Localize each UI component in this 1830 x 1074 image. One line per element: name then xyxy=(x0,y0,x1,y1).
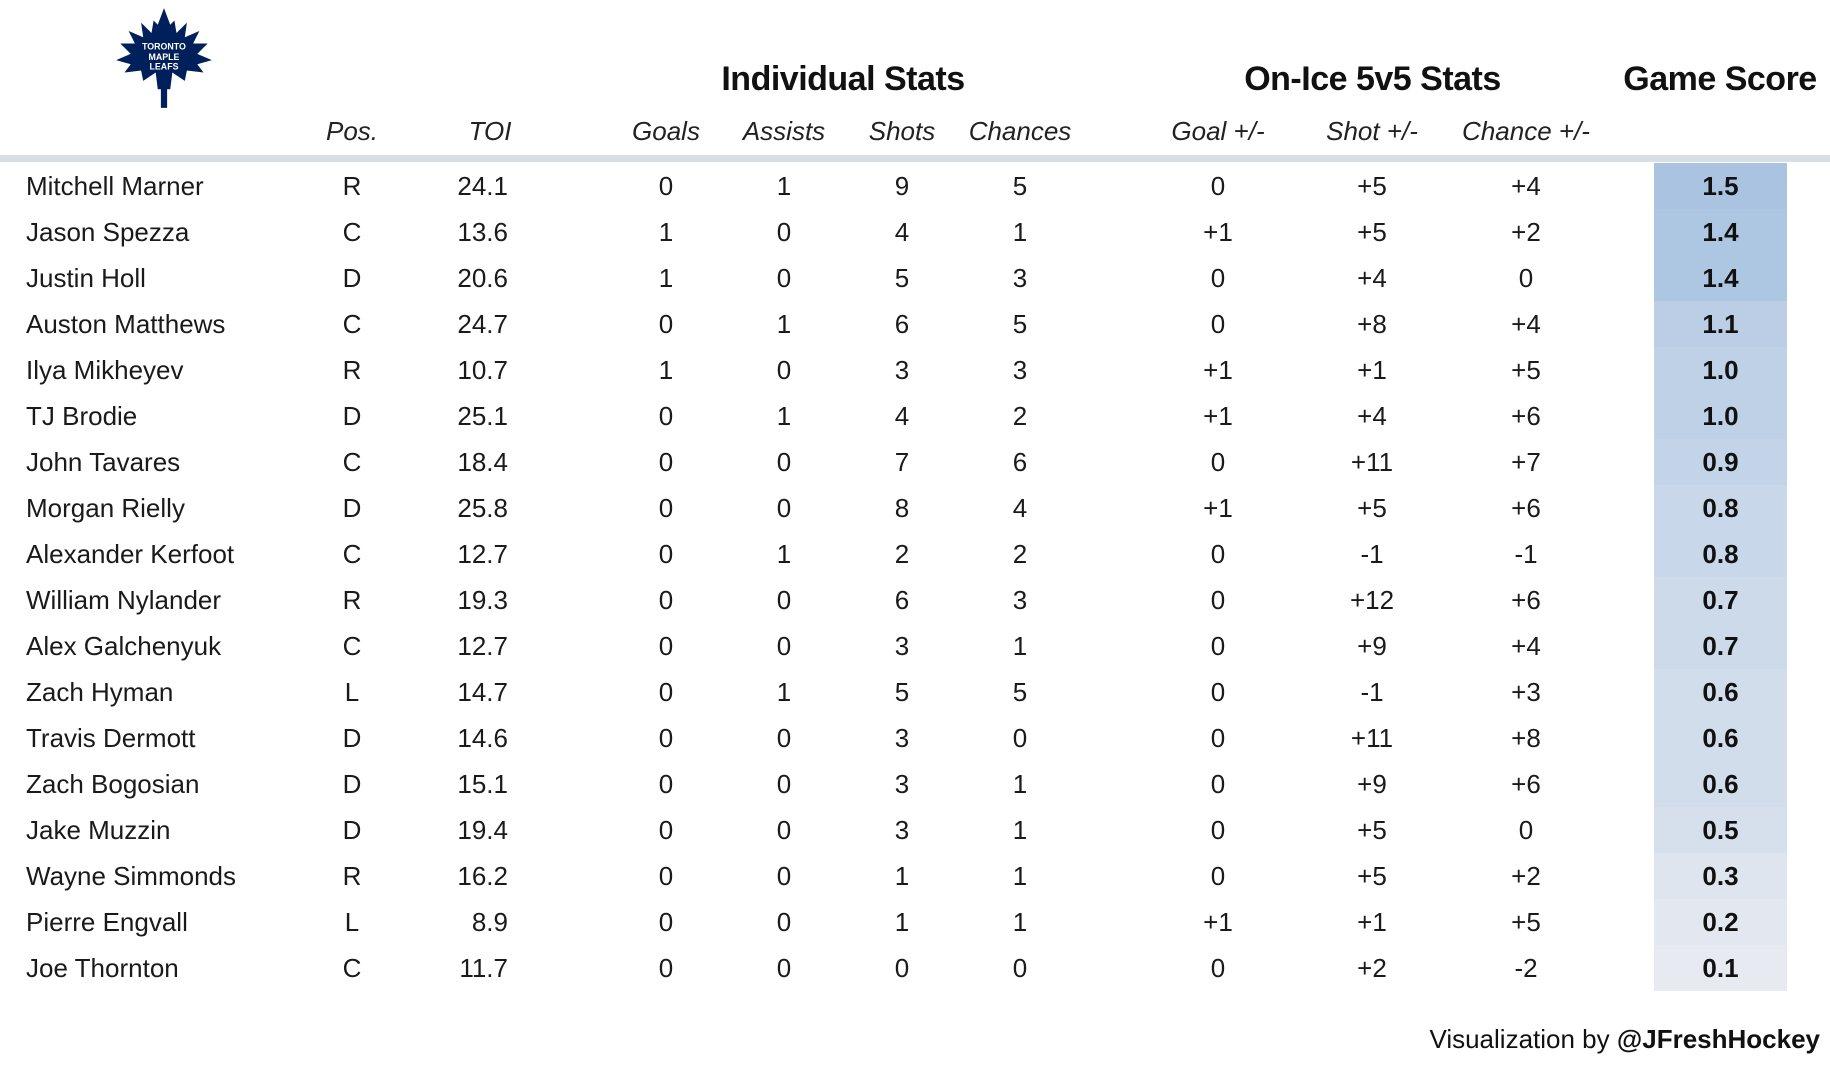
cell-pos: D xyxy=(342,401,362,431)
game-score-cell: 1.0 xyxy=(1654,347,1787,393)
cell-goals: 0 xyxy=(658,171,674,201)
cell-assists: 0 xyxy=(776,723,792,753)
cell-goals: 0 xyxy=(658,539,674,569)
cell-chances: 2 xyxy=(1012,401,1028,431)
cell-goal-pm: +1 xyxy=(1203,401,1233,431)
cell-chances: 4 xyxy=(1012,493,1028,523)
cell-assists: 0 xyxy=(776,263,792,293)
cell-chance-pm: 0 xyxy=(1518,263,1534,293)
player-name: TJ Brodie xyxy=(26,401,138,431)
cell-chance-pm: +6 xyxy=(1511,585,1541,615)
cell-shot-pm: +1 xyxy=(1357,907,1387,937)
col-head-shots: Shots xyxy=(868,116,936,146)
cell-shot-pm: -1 xyxy=(1360,539,1384,569)
cell-assists: 1 xyxy=(776,309,792,339)
cell-shots: 1 xyxy=(894,861,910,891)
col-head-toi: TOI xyxy=(468,116,512,146)
cell-goals: 0 xyxy=(658,677,674,707)
game-score-cell: 0.6 xyxy=(1654,715,1787,761)
cell-shots: 6 xyxy=(894,585,910,615)
cell-goal-pm: +1 xyxy=(1203,907,1233,937)
cell-goal-pm: +1 xyxy=(1203,355,1233,385)
logo-text-1: TORONTO xyxy=(142,41,186,52)
cell-shots: 9 xyxy=(894,171,910,201)
cell-shot-pm: +4 xyxy=(1357,401,1387,431)
table-row xyxy=(0,899,1830,945)
player-name: Zach Bogosian xyxy=(26,769,200,799)
cell-pos: D xyxy=(342,769,362,799)
col-head-chance-pm: Chance +/- xyxy=(1462,116,1590,146)
cell-goals: 0 xyxy=(658,861,674,891)
player-name: John Tavares xyxy=(26,447,181,477)
cell-shots: 5 xyxy=(894,677,910,707)
cell-shots: 3 xyxy=(894,769,910,799)
table-row xyxy=(0,807,1830,853)
cell-toi: 10.7 xyxy=(457,355,508,385)
credit-line xyxy=(1429,1024,1820,1055)
cell-toi: 18.4 xyxy=(457,447,508,477)
cell-shot-pm: +5 xyxy=(1357,171,1387,201)
cell-shot-pm: +2 xyxy=(1357,953,1387,983)
cell-pos: D xyxy=(342,723,362,753)
header-divider xyxy=(0,155,1830,162)
cell-pos: C xyxy=(342,217,362,247)
cell-toi: 12.7 xyxy=(457,631,508,661)
cell-assists: 1 xyxy=(776,677,792,707)
cell-pos: D xyxy=(342,263,362,293)
cell-assists: 1 xyxy=(776,539,792,569)
game-score-cell: 0.7 xyxy=(1654,577,1787,623)
cell-goal-pm: +1 xyxy=(1203,217,1233,247)
cell-shots: 0 xyxy=(894,953,910,983)
player-name: Jason Spezza xyxy=(26,217,190,247)
cell-toi: 25.1 xyxy=(457,401,508,431)
cell-pos: L xyxy=(344,677,360,707)
cell-chances: 5 xyxy=(1012,171,1028,201)
cell-shot-pm: +5 xyxy=(1357,815,1387,845)
cell-assists: 0 xyxy=(776,815,792,845)
cell-assists: 0 xyxy=(776,861,792,891)
player-name: William Nylander xyxy=(26,585,222,615)
cell-shot-pm: +9 xyxy=(1357,631,1387,661)
game-score-cell: 1.4 xyxy=(1654,255,1787,301)
cell-shot-pm: +12 xyxy=(1349,585,1395,615)
cell-chances: 3 xyxy=(1012,355,1028,385)
cell-toi: 14.6 xyxy=(457,723,508,753)
table-row xyxy=(0,393,1830,439)
game-score-cell: 1.4 xyxy=(1654,209,1787,255)
individual-stats-title: Individual Stats xyxy=(721,60,965,98)
cell-chances: 3 xyxy=(1012,585,1028,615)
cell-chance-pm: +8 xyxy=(1511,723,1541,753)
cell-assists: 0 xyxy=(776,217,792,247)
cell-assists: 1 xyxy=(776,171,792,201)
game-score-cell: 0.6 xyxy=(1654,669,1787,715)
table-row xyxy=(0,439,1830,485)
cell-pos: C xyxy=(342,953,362,983)
cell-goals: 0 xyxy=(658,493,674,523)
table-row xyxy=(0,347,1830,393)
cell-chances: 0 xyxy=(1012,953,1028,983)
cell-shot-pm: +11 xyxy=(1350,447,1394,477)
game-score-cell: 0.1 xyxy=(1654,945,1787,991)
cell-toi: 14.7 xyxy=(457,677,508,707)
player-name: Morgan Rielly xyxy=(26,493,185,523)
cell-toi: 15.1 xyxy=(457,769,508,799)
table-row xyxy=(0,301,1830,347)
cell-goals: 1 xyxy=(658,217,674,247)
cell-chances: 0 xyxy=(1012,723,1028,753)
game-score-cell: 0.9 xyxy=(1654,439,1787,485)
cell-chance-pm: +2 xyxy=(1511,861,1541,891)
cell-pos: R xyxy=(342,171,362,201)
col-head-shot-pm: Shot +/- xyxy=(1326,116,1418,146)
cell-goals: 0 xyxy=(658,953,674,983)
table-row xyxy=(0,761,1830,807)
cell-goal-pm: 0 xyxy=(1210,539,1226,569)
player-name: Justin Holl xyxy=(26,263,146,293)
table-row xyxy=(0,255,1830,301)
game-score-cell: 0.2 xyxy=(1654,899,1787,945)
cell-assists: 1 xyxy=(776,401,792,431)
cell-pos: R xyxy=(342,585,362,615)
cell-toi: 24.1 xyxy=(457,171,508,201)
cell-toi: 13.6 xyxy=(457,217,508,247)
player-name: Mitchell Marner xyxy=(26,171,204,201)
cell-chance-pm: -1 xyxy=(1514,539,1538,569)
col-head-goals: Goals xyxy=(632,116,700,146)
cell-chances: 5 xyxy=(1012,309,1028,339)
cell-pos: D xyxy=(342,815,362,845)
cell-chance-pm: +6 xyxy=(1511,769,1541,799)
game-score-cell: 0.5 xyxy=(1654,807,1787,853)
cell-shots: 8 xyxy=(894,493,910,523)
cell-toi: 8.9 xyxy=(471,907,508,937)
game-score-cell: 0.8 xyxy=(1654,531,1787,577)
cell-toi: 11.7 xyxy=(459,953,508,983)
cell-goal-pm: 0 xyxy=(1210,815,1226,845)
cell-shots: 4 xyxy=(894,401,910,431)
cell-goals: 0 xyxy=(658,769,674,799)
credit-handle: @JFreshHockey xyxy=(1616,1024,1820,1054)
cell-pos: C xyxy=(342,309,362,339)
cell-goal-pm: 0 xyxy=(1210,677,1226,707)
cell-goal-pm: 0 xyxy=(1210,769,1226,799)
cell-chance-pm: +4 xyxy=(1511,171,1541,201)
cell-goal-pm: 0 xyxy=(1210,631,1226,661)
cell-pos: R xyxy=(342,355,362,385)
cell-chances: 1 xyxy=(1012,769,1028,799)
cell-toi: 25.8 xyxy=(457,493,508,523)
cell-shot-pm: +5 xyxy=(1357,217,1387,247)
cell-chance-pm: +2 xyxy=(1511,217,1541,247)
cell-shot-pm: +4 xyxy=(1357,263,1387,293)
game-score-cell: 1.5 xyxy=(1654,163,1787,209)
col-head-goal-pm: Goal +/- xyxy=(1171,116,1265,146)
cell-shots: 3 xyxy=(894,631,910,661)
cell-shots: 2 xyxy=(894,539,910,569)
cell-pos: L xyxy=(344,907,360,937)
cell-toi: 16.2 xyxy=(457,861,508,891)
col-head-chances: Chances xyxy=(968,116,1072,146)
cell-goal-pm: 0 xyxy=(1210,447,1226,477)
cell-toi: 12.7 xyxy=(457,539,508,569)
cell-chance-pm: 0 xyxy=(1518,815,1534,845)
cell-goal-pm: 0 xyxy=(1210,263,1226,293)
credit-prefix: Visualization by xyxy=(1429,1024,1617,1054)
cell-assists: 0 xyxy=(776,447,792,477)
cell-goal-pm: 0 xyxy=(1210,861,1226,891)
cell-assists: 0 xyxy=(776,355,792,385)
player-name: Pierre Engvall xyxy=(26,907,188,937)
cell-shot-pm: +1 xyxy=(1357,355,1387,385)
cell-pos: C xyxy=(342,539,362,569)
cell-shots: 5 xyxy=(894,263,910,293)
cell-shot-pm: +9 xyxy=(1357,769,1387,799)
cell-chance-pm: +6 xyxy=(1511,401,1541,431)
table-row xyxy=(0,623,1830,669)
cell-shot-pm: +11 xyxy=(1350,723,1394,753)
cell-assists: 0 xyxy=(776,585,792,615)
cell-goals: 0 xyxy=(658,585,674,615)
cell-assists: 0 xyxy=(776,953,792,983)
cell-shots: 6 xyxy=(894,309,910,339)
game-score-cell: 0.7 xyxy=(1654,623,1787,669)
cell-chances: 1 xyxy=(1012,907,1028,937)
table-row xyxy=(0,577,1830,623)
cell-shots: 7 xyxy=(894,447,910,477)
player-name: Joe Thornton xyxy=(26,953,179,983)
cell-toi: 19.3 xyxy=(457,585,508,615)
cell-goals: 1 xyxy=(658,355,674,385)
cell-goals: 0 xyxy=(658,723,674,753)
game-score-cell: 1.0 xyxy=(1654,393,1787,439)
cell-shot-pm: -1 xyxy=(1360,677,1384,707)
cell-shot-pm: +5 xyxy=(1357,493,1387,523)
player-name: Travis Dermott xyxy=(26,723,196,753)
cell-goals: 0 xyxy=(658,309,674,339)
table-row xyxy=(0,209,1830,255)
cell-chances: 1 xyxy=(1012,861,1028,891)
cell-chance-pm: +5 xyxy=(1511,355,1541,385)
cell-assists: 0 xyxy=(776,907,792,937)
cell-toi: 24.7 xyxy=(457,309,508,339)
cell-chance-pm: +4 xyxy=(1511,309,1541,339)
player-name: Alexander Kerfoot xyxy=(26,539,235,569)
cell-goals: 0 xyxy=(658,907,674,937)
cell-assists: 0 xyxy=(776,493,792,523)
cell-goals: 0 xyxy=(658,447,674,477)
cell-shots: 3 xyxy=(894,723,910,753)
cell-chances: 2 xyxy=(1012,539,1028,569)
table-row xyxy=(0,853,1830,899)
cell-goals: 0 xyxy=(658,815,674,845)
table-row xyxy=(0,715,1830,761)
table-row xyxy=(0,531,1830,577)
cell-chance-pm: +7 xyxy=(1511,447,1541,477)
cell-goal-pm: 0 xyxy=(1210,171,1226,201)
col-head-assists: Assists xyxy=(742,116,826,146)
cell-goals: 0 xyxy=(658,631,674,661)
cell-toi: 19.4 xyxy=(457,815,508,845)
cell-chance-pm: -2 xyxy=(1514,953,1538,983)
game-score-cell: 0.3 xyxy=(1654,853,1787,899)
cell-shot-pm: +5 xyxy=(1357,861,1387,891)
cell-chances: 5 xyxy=(1012,677,1028,707)
cell-shots: 3 xyxy=(894,355,910,385)
cell-shots: 3 xyxy=(894,815,910,845)
cell-pos: D xyxy=(342,493,362,523)
player-name: Wayne Simmonds xyxy=(26,861,236,891)
cell-goal-pm: 0 xyxy=(1210,723,1226,753)
maple-leaf-logo-icon xyxy=(112,6,216,110)
table-row xyxy=(0,945,1830,991)
player-name: Zach Hyman xyxy=(26,677,174,707)
cell-chances: 6 xyxy=(1012,447,1028,477)
player-name: Ilya Mikheyev xyxy=(26,355,184,385)
game-score-cell: 0.8 xyxy=(1654,485,1787,531)
cell-goal-pm: 0 xyxy=(1210,585,1226,615)
game-score-cell: 1.1 xyxy=(1654,301,1787,347)
cell-chance-pm: +6 xyxy=(1511,493,1541,523)
table-row xyxy=(0,485,1830,531)
cell-assists: 0 xyxy=(776,631,792,661)
logo-text-3: LEAFS xyxy=(149,61,179,72)
cell-shots: 4 xyxy=(894,217,910,247)
onice-stats-title: On-Ice 5v5 Stats xyxy=(1244,60,1501,98)
cell-goal-pm: +1 xyxy=(1203,493,1233,523)
cell-goal-pm: 0 xyxy=(1210,953,1226,983)
cell-chance-pm: +4 xyxy=(1511,631,1541,661)
cell-goal-pm: 0 xyxy=(1210,309,1226,339)
cell-pos: C xyxy=(342,631,362,661)
cell-chances: 1 xyxy=(1012,217,1028,247)
cell-pos: C xyxy=(342,447,362,477)
cell-chances: 3 xyxy=(1012,263,1028,293)
game-score-title: Game Score xyxy=(1623,60,1817,98)
player-name: Auston Matthews xyxy=(26,309,226,339)
cell-chance-pm: +3 xyxy=(1511,677,1541,707)
table-row xyxy=(0,163,1830,209)
cell-chances: 1 xyxy=(1012,815,1028,845)
cell-goals: 0 xyxy=(658,401,674,431)
cell-chance-pm: +5 xyxy=(1511,907,1541,937)
col-head-pos: Pos. xyxy=(325,116,379,146)
player-name: Alex Galchenyuk xyxy=(26,631,222,661)
player-name: Jake Muzzin xyxy=(26,815,171,845)
cell-assists: 0 xyxy=(776,769,792,799)
cell-shots: 1 xyxy=(894,907,910,937)
cell-pos: R xyxy=(342,861,362,891)
cell-goals: 1 xyxy=(658,263,674,293)
cell-chances: 1 xyxy=(1012,631,1028,661)
logo-text-2: MAPLE xyxy=(148,52,180,63)
game-score-cell: 0.6 xyxy=(1654,761,1787,807)
cell-toi: 20.6 xyxy=(457,263,508,293)
cell-shot-pm: +8 xyxy=(1357,309,1387,339)
table-row xyxy=(0,669,1830,715)
